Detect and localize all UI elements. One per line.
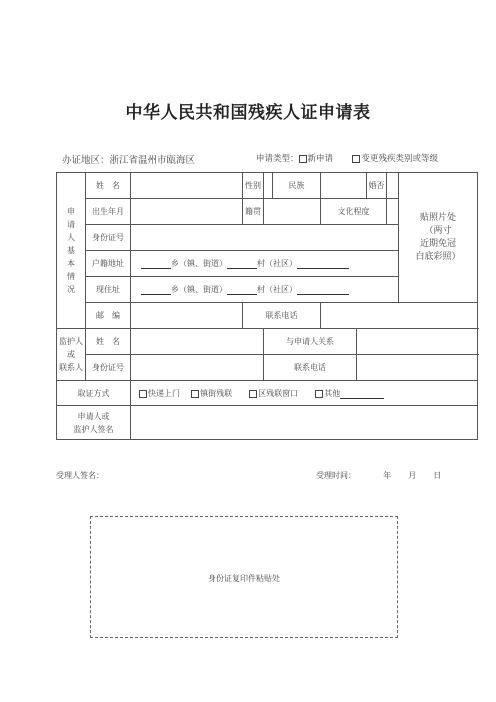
pickup-other-label: 其他	[324, 388, 341, 398]
guardian-id-label: 身份证号	[86, 355, 131, 381]
year-label: 年	[383, 471, 392, 480]
pickup-district-label: 区残联窗口	[258, 388, 299, 398]
marital-label: 婚否	[367, 173, 387, 199]
pickup-town-checkbox[interactable]	[191, 390, 199, 398]
pickup-express-checkbox[interactable]	[139, 390, 147, 398]
application-type	[256, 152, 438, 164]
household-address-label: 户籍地址	[86, 251, 131, 277]
acceptance-time-label: 受理时间：	[316, 471, 356, 480]
signature-input[interactable]	[131, 406, 478, 440]
native-input[interactable]	[264, 199, 321, 225]
acceptance-time	[316, 470, 441, 481]
phone-input[interactable]	[321, 303, 478, 329]
guardian-name-label: 姓 名	[86, 329, 131, 355]
postcode-label: 邮 编	[86, 303, 131, 329]
township-label: 乡（镇、街道）	[171, 259, 227, 268]
guardian-phone-input[interactable]	[357, 355, 478, 381]
pickup-label: 取证方式	[57, 381, 131, 406]
ethnicity-input[interactable]	[321, 173, 367, 199]
guardian-id-input[interactable]	[131, 355, 264, 381]
birth-input[interactable]	[131, 199, 243, 225]
native-label: 籍贯	[243, 199, 264, 225]
form-title: 中华人民共和国残疾人证申请表	[125, 103, 371, 123]
guardian-name-input[interactable]	[131, 329, 264, 355]
receiver-signature-label: 受理人签名：	[56, 471, 104, 480]
gender-label: 性别	[243, 173, 264, 199]
new-application-label: 新申请	[307, 154, 334, 164]
change-category-label: 变更残疾类别或等级	[361, 154, 438, 164]
district-label: 办证地区：浙江省温州市瓯海区	[62, 155, 196, 166]
application-form-table	[56, 172, 478, 440]
day-label: 日	[433, 471, 442, 480]
relation-input[interactable]	[357, 329, 478, 355]
name-label: 姓 名	[86, 173, 131, 199]
id-copy-paste-area	[90, 516, 398, 638]
id-number-label: 身份证号	[86, 225, 131, 251]
guardian-section-label: 监护人 或 联系人	[57, 329, 86, 381]
ethnicity-label: 民族	[273, 173, 321, 199]
application-type-label: 申请类型：	[256, 154, 299, 164]
name-input[interactable]	[131, 173, 243, 199]
household-address-input[interactable]	[131, 251, 399, 277]
township-label-2: 乡（镇、街道）	[171, 285, 227, 294]
pickup-express-label: 快递上门	[148, 388, 180, 398]
pickup-options	[131, 381, 478, 406]
guardian-phone-label: 联系电话	[264, 355, 357, 381]
id-copy-label: 身份证复印件粘贴处	[208, 574, 280, 583]
marital-input[interactable]	[387, 173, 399, 199]
pickup-town-label: 镇街残联	[200, 388, 233, 398]
applicant-section-label: 申 请 人 基 本 情 况	[57, 173, 86, 329]
photo-area: 贴照片处 （两寸 近期免冠 白底彩照）	[399, 173, 478, 303]
gender-input[interactable]	[264, 173, 273, 199]
birth-label: 出生年月	[86, 199, 131, 225]
postcode-input[interactable]	[131, 303, 243, 329]
education-label: 文化程度	[321, 199, 387, 225]
pickup-other-checkbox[interactable]	[315, 390, 323, 398]
current-address-label: 现住址	[86, 277, 131, 303]
change-category-checkbox[interactable]	[352, 155, 360, 163]
id-number-input[interactable]	[131, 225, 399, 251]
month-label: 月	[408, 471, 417, 480]
pickup-district-checkbox[interactable]	[249, 390, 257, 398]
new-application-checkbox[interactable]	[299, 155, 307, 163]
village-label-2: 村（社区）	[257, 285, 297, 294]
current-address-input[interactable]	[131, 277, 399, 303]
signature-label: 申请人或 监护人签名	[57, 406, 131, 440]
relation-label: 与申请人关系	[264, 329, 357, 355]
village-label: 村（社区）	[257, 259, 297, 268]
phone-label: 联系电话	[243, 303, 321, 329]
education-input[interactable]	[387, 199, 399, 225]
